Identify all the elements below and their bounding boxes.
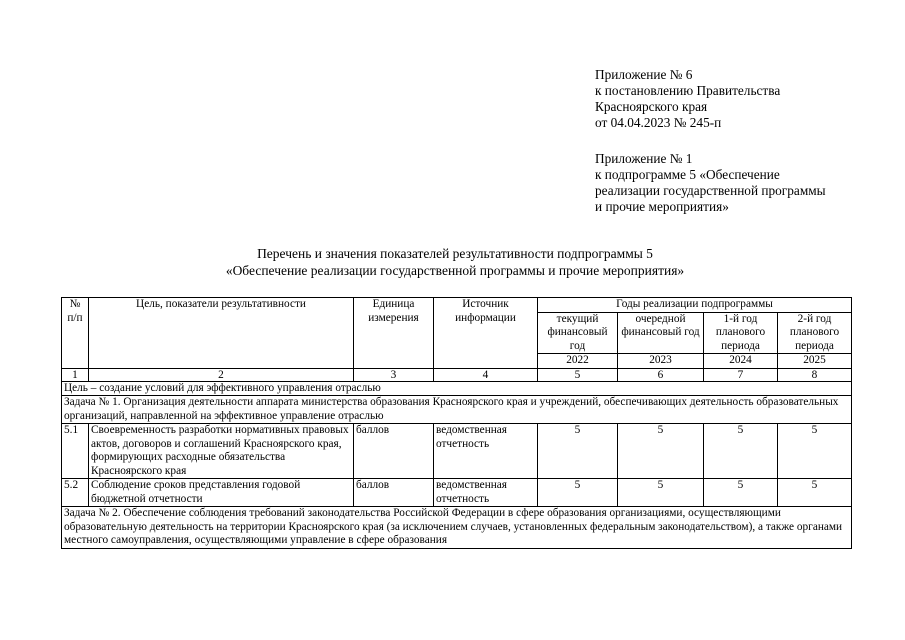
- row-value-2025: 5: [778, 424, 852, 479]
- header-unit: Единица измерения: [354, 298, 434, 369]
- row-source: ведомственная отчетность: [434, 424, 538, 479]
- attachment-1-header: [595, 151, 895, 215]
- header-year-label: очередной финансовый год: [618, 312, 704, 354]
- column-number: 4: [434, 368, 538, 381]
- column-number: 3: [354, 368, 434, 381]
- row-indicator-name: Своевременность разработки нормативных правовых актов, договоров и соглашений Красноярского края, формирующих расходные обязательства Красноярского края: [89, 424, 354, 479]
- row-unit: баллов: [354, 424, 434, 479]
- row-value-2023: 5: [618, 424, 704, 479]
- row-number: 5.2: [62, 479, 89, 507]
- row-source: ведомственная отчетность: [434, 479, 538, 507]
- header-year-label: 2-й год планового периода: [778, 312, 852, 354]
- attachment-6-line: от 04.04.2023 № 245-п: [595, 115, 722, 130]
- table-header-row: [62, 298, 852, 313]
- header-year-label: 1-й год планового периода: [704, 312, 778, 354]
- task-2-row: [62, 507, 852, 549]
- row-unit: баллов: [354, 479, 434, 507]
- attachment-1-line: реализации государственной программы: [595, 183, 826, 198]
- task-1-row: [62, 396, 852, 424]
- column-number-row: [62, 368, 852, 381]
- column-number: 2: [89, 368, 354, 381]
- header-source: Источник информации: [434, 298, 538, 369]
- attachment-1-line: и прочие мероприятия»: [595, 199, 729, 214]
- document-title-line-1: Перечень и значения показателей результативности подпрограммы 5: [257, 246, 653, 261]
- column-number: 7: [704, 368, 778, 381]
- header-number: № п/п: [62, 298, 89, 369]
- column-number: 1: [62, 368, 89, 381]
- row-value-2023: 5: [618, 479, 704, 507]
- table-row: [62, 479, 852, 507]
- header-year-label: текущий финансовый год: [538, 312, 618, 354]
- goal-text: Цель – создание условий для эффективного управления отраслью: [62, 381, 852, 396]
- attachment-6-line: Красноярского края: [595, 99, 708, 114]
- header-goal: Цель, показатели результативности: [89, 298, 354, 369]
- header-years-group: Годы реализации подпрограммы: [538, 298, 852, 313]
- attachment-1-line: Приложение № 1: [595, 151, 693, 166]
- document-title: [60, 245, 850, 279]
- indicators-table: [61, 297, 852, 549]
- column-number: 8: [778, 368, 852, 381]
- header-year-value: 2023: [618, 354, 704, 369]
- row-value-2022: 5: [538, 424, 618, 479]
- row-value-2025: 5: [778, 479, 852, 507]
- table-row: [62, 424, 852, 479]
- attachment-6-header: [595, 67, 895, 131]
- document-title-line-2: «Обеспечение реализации государственной программы и прочие мероприятия»: [225, 263, 685, 278]
- column-number: 5: [538, 368, 618, 381]
- header-year-value: 2022: [538, 354, 618, 369]
- attachment-6-line: Приложение № 6: [595, 67, 693, 82]
- task-2-text: Задача № 2. Обеспечение соблюдения требований законодательства Российской Федерации в сфере образования организациями, осуществляющими образовательную деятельность на территории Красноярского края (за исключением случаев, установленных федеральным законодательством), а также органами местного самоуправления, осуществляющими управление в сфере образования: [62, 507, 852, 549]
- attachment-6-line: к постановлению Правительства: [595, 83, 781, 98]
- task-1-text: Задача № 1. Организация деятельности аппарата министерства образования Красноярского края и учреждений, обеспечивающих деятельность образовательных организаций, направленной на эффективное управление отраслью: [62, 396, 852, 424]
- attachment-1-line: к подпрограмме 5 «Обеспечение: [595, 167, 780, 182]
- row-indicator-name: Соблюдение сроков представления годовой бюджетной отчетности: [89, 479, 354, 507]
- header-year-value: 2025: [778, 354, 852, 369]
- row-number: 5.1: [62, 424, 89, 479]
- row-value-2024: 5: [704, 424, 778, 479]
- header-year-value: 2024: [704, 354, 778, 369]
- column-number: 6: [618, 368, 704, 381]
- row-value-2022: 5: [538, 479, 618, 507]
- row-value-2024: 5: [704, 479, 778, 507]
- goal-row: [62, 381, 852, 396]
